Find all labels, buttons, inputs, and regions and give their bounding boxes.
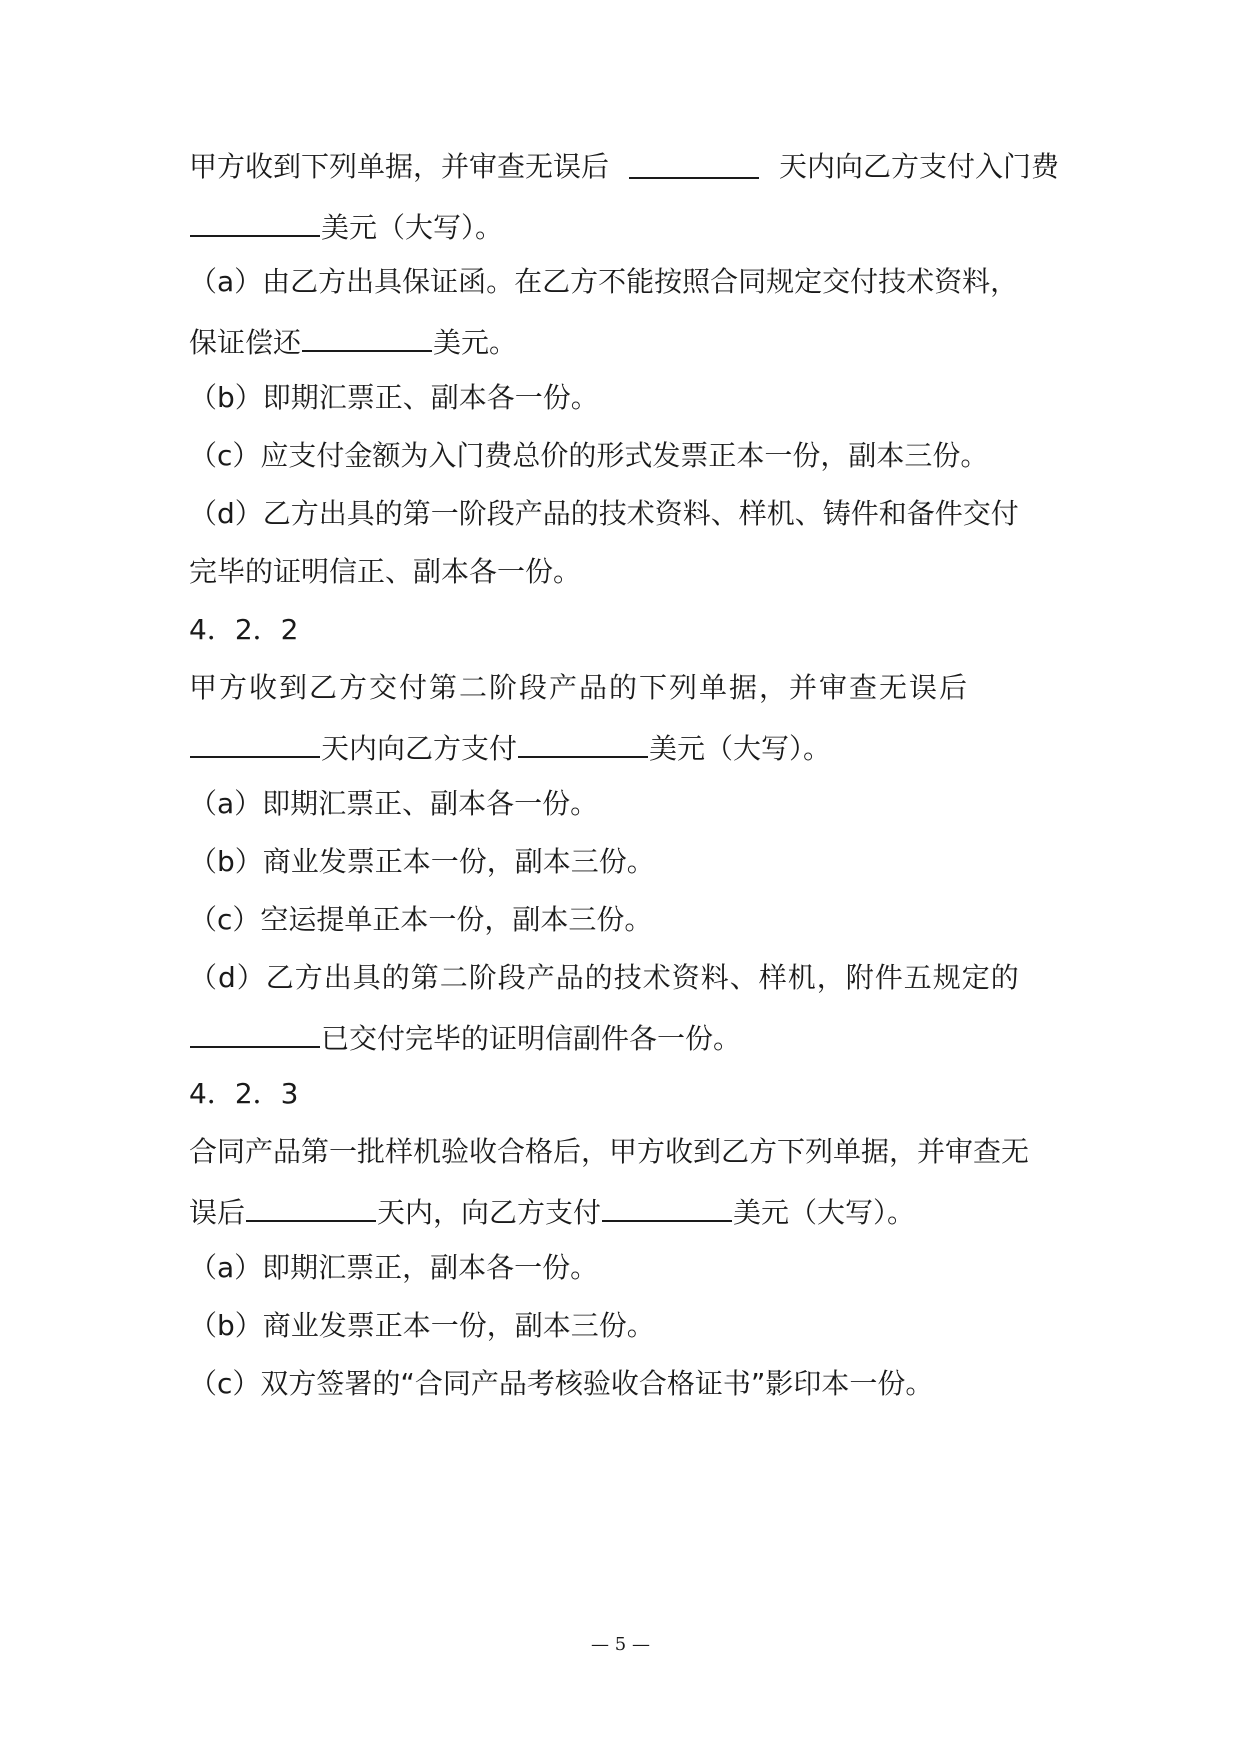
text-line <box>189 1364 1059 1404</box>
text-span: （a）即期汇票正，副本各一份。 <box>189 1251 599 1284</box>
text-span: （a）即期汇票正、副本各一份。 <box>189 787 599 820</box>
text-line <box>189 205 1059 245</box>
text-span: 天内向乙方支付 <box>321 732 518 765</box>
text-span: 天内向乙方支付入门费 <box>778 150 1059 183</box>
text-line <box>189 1190 1059 1230</box>
section-number <box>189 610 1059 650</box>
text-span: 甲方收到乙方交付第二阶段产品的下列单据，并审查无误后 <box>189 671 970 704</box>
text-span: 误后 <box>189 1196 246 1229</box>
text-line <box>189 1016 1059 1056</box>
text-line <box>189 784 1059 824</box>
text-span: （c）空运提单正本一份，副本三份。 <box>189 903 653 936</box>
text-line <box>189 726 1059 766</box>
fill-in-blank <box>629 147 759 179</box>
text-span: （d）乙方出具的第二阶段产品的技术资料、样机，附件五规定的 <box>189 961 1020 994</box>
fill-in-blank <box>190 205 320 237</box>
text-span: 已交付完毕的证明信副件各一份。 <box>321 1022 742 1055</box>
text-span: （c）双方签署的“合同产品考核验收合格证书”影印本一份。 <box>189 1367 934 1400</box>
text-line <box>189 378 1059 418</box>
text-line <box>189 842 1059 882</box>
text-span: （b）商业发票正本一份，副本三份。 <box>189 1309 655 1342</box>
section-number <box>189 1074 1059 1114</box>
fill-in-blank <box>190 1016 320 1048</box>
text-span: 4．2．3 <box>189 1077 299 1110</box>
text-span: 美元。 <box>433 326 518 359</box>
text-line <box>189 900 1059 940</box>
fill-in-blank <box>602 1190 732 1222</box>
text-line <box>189 262 1059 302</box>
text-span: 美元（大写）。 <box>733 1196 916 1229</box>
fill-in-blank <box>246 1190 376 1222</box>
text-span: 天内，向乙方支付 <box>377 1196 602 1229</box>
fill-in-blank <box>518 726 648 758</box>
text-span: 美元（大写）。 <box>321 211 504 244</box>
text-line <box>189 1248 1059 1288</box>
text-line <box>189 552 1059 592</box>
text-span: （c）应支付金额为入门费总价的形式发票正本一份，副本三份。 <box>189 439 989 472</box>
text-span: 完毕的证明信正、副本各一份。 <box>189 555 582 588</box>
text-line <box>189 436 1059 476</box>
text-span: （d）乙方出具的第一阶段产品的技术资料、样机、铸件和备件交付 <box>189 497 1019 530</box>
text-span: 合同产品第一批样机验收合格后，甲方收到乙方下列单据，并审查无 <box>189 1135 1030 1168</box>
text-line <box>189 320 1059 360</box>
fill-in-blank <box>190 726 320 758</box>
text-span: 保证偿还 <box>189 326 302 359</box>
text-line <box>189 1306 1059 1346</box>
text-line <box>189 958 1059 998</box>
page-number: — 5 — <box>591 1634 650 1655</box>
text-span: 美元（大写）。 <box>649 732 832 765</box>
text-span: 甲方收到下列单据，并审查无误后 <box>189 150 610 183</box>
text-line <box>189 494 1059 534</box>
text-span: （a）由乙方出具保证函。在乙方不能按照合同规定交付技术资料， <box>189 265 1019 298</box>
text-span: （b）即期汇票正、副本各一份。 <box>189 381 599 414</box>
fill-in-blank <box>302 320 432 352</box>
text-span: （b）商业发票正本一份，副本三份。 <box>189 845 655 878</box>
text-line <box>189 1132 1059 1172</box>
text-line <box>189 668 1059 708</box>
text-span: 4．2．2 <box>189 613 299 646</box>
text-line <box>189 147 1059 187</box>
